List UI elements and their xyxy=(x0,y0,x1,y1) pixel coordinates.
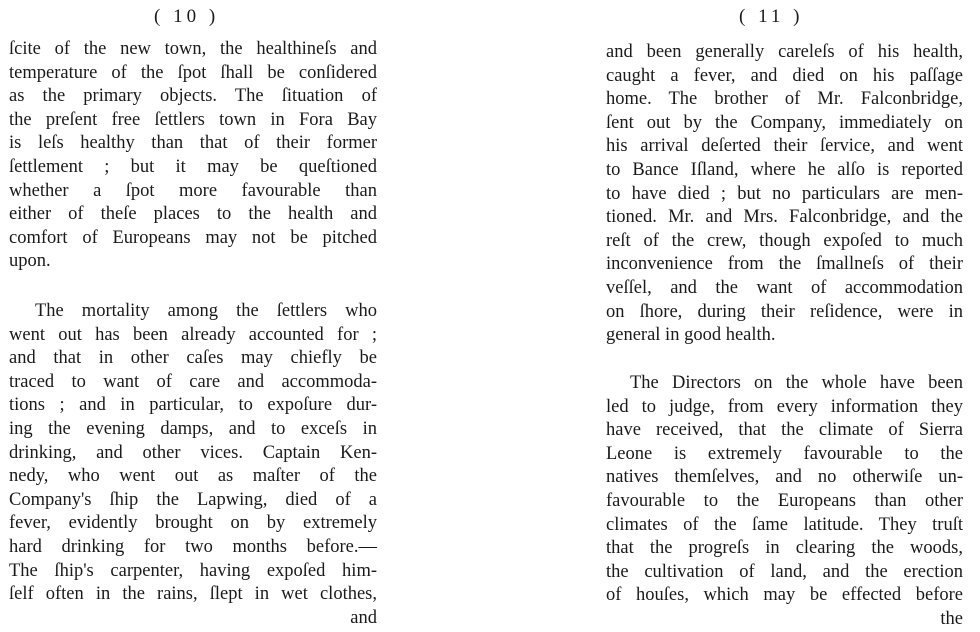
text-line: either of theſe places to the health and xyxy=(9,204,377,225)
text-line: reſt of the crew, though expoſed to much xyxy=(606,230,963,251)
text-line: ſent out by the Company, immediately on xyxy=(606,112,963,133)
text-line: Company's ſhip the Lapwing, died of a xyxy=(9,489,377,510)
text-line: hard drinking for two months before.— xyxy=(9,536,377,557)
text-line: nedy, who went out as maſter of the xyxy=(9,466,377,487)
text-line: home. The brother of Mr. Falconbridge, xyxy=(606,89,963,110)
paragraph xyxy=(606,372,963,632)
text-line: fever, evidently brought on by extremely xyxy=(9,513,377,534)
text-line: ſcite of the new town, the healthineſs and xyxy=(9,39,377,59)
text-line: have received, that the climate of Sierra xyxy=(606,420,963,441)
text-line: The ſhip's carpenter, having expoſed him- xyxy=(9,560,377,581)
text-line: climates of the ſame latitude. They truſt xyxy=(606,514,963,535)
catchword: the xyxy=(940,608,963,629)
text-line: and been generally careleſs of his health, xyxy=(606,42,963,62)
text-line: favourable to the Europeans than other xyxy=(606,490,963,511)
text-line: natives themſelves, and no otherwiſe un- xyxy=(606,467,963,488)
text-line: tioned. Mr. and Mrs. Falconbridge, and the xyxy=(606,207,963,228)
text-line: drinking, and other vices. Captain Ken- xyxy=(9,442,377,463)
paragraph xyxy=(9,300,377,630)
text-line: ſettlement ; but it may be queſtioned xyxy=(9,156,377,177)
text-line: and that in other caſes may chiefly be xyxy=(9,348,377,369)
text-line: Leone is extremely favourable to the xyxy=(606,443,963,464)
text-line: the preſent free ſettlers town in Fora Bay xyxy=(9,109,377,130)
left-page xyxy=(0,0,490,628)
text-line: whether a ſpot more favourable than xyxy=(9,180,377,201)
text-line: comfort of Europeans may not be pitched xyxy=(9,227,377,248)
text-line: on ſhore, during their reſidence, were in xyxy=(606,301,963,322)
catchword: and xyxy=(350,607,377,628)
text-line: to Bance Iſland, where he alſo is reported xyxy=(606,159,963,180)
text-line: is leſs healthy than that of their former xyxy=(9,133,377,154)
text-line: ing the evening damps, and to exceſs in xyxy=(9,418,377,439)
text-line: general in good health. xyxy=(606,325,776,346)
text-line: led to judge, from every information they xyxy=(606,396,963,417)
text-line: ſelf often in the rains, ſlept in wet clothes, xyxy=(9,584,377,605)
text-line: tions ; and in particular, to expoſure dur- xyxy=(9,395,377,416)
text-line: to have died ; but no particulars are men- xyxy=(606,183,963,204)
text-line: traced to want of care and accommoda- xyxy=(9,371,377,392)
text-line: went out has been already accounted for ; xyxy=(9,324,377,345)
text-line: his arrival deſerted their ſervice, and went xyxy=(606,136,963,157)
page-number: ( 11 ) xyxy=(739,6,804,27)
text-line: inconvenience from the ſmallneſs of their xyxy=(606,254,963,275)
paragraph xyxy=(9,38,377,274)
text-line: that the progreſs in clearing the woods, xyxy=(606,538,963,559)
text-line: veſſel, and the want of accommodation xyxy=(606,277,963,298)
text-line: of houſes, which may be effected before xyxy=(606,585,963,606)
text-line: upon. xyxy=(9,251,51,272)
text-line: caught a fever, and died on his paſſage xyxy=(606,65,963,86)
text-line: The Directors on the whole have been xyxy=(630,373,963,393)
text-line: temperature of the ſpot ſhall be conſidered xyxy=(9,62,377,83)
page-number: ( 10 ) xyxy=(154,6,220,27)
text-line: The mortality among the ſettlers who xyxy=(35,301,377,321)
text-line: as the primary objects. The ſituation of xyxy=(9,86,377,107)
text-line: the cultivation of land, and the erection xyxy=(606,561,963,582)
right-page xyxy=(490,0,980,628)
paragraph xyxy=(606,41,963,348)
